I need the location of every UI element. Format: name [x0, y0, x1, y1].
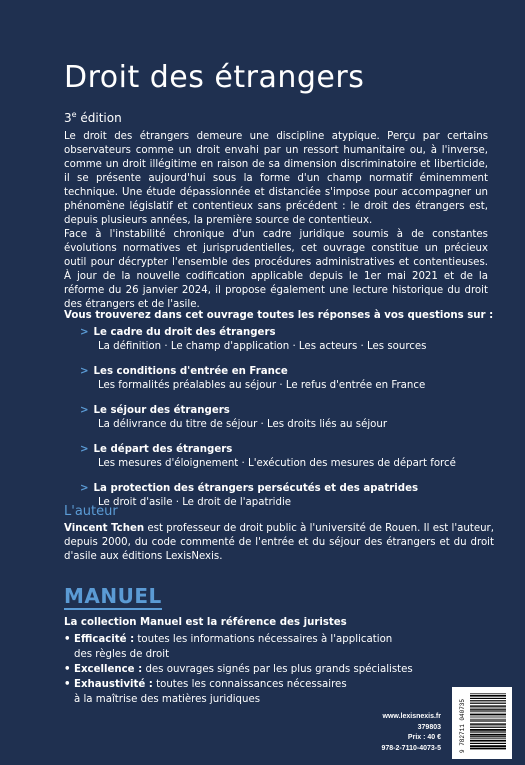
author-bio [64, 522, 494, 564]
barcode-bar [470, 734, 506, 736]
topic-title: Le cadre du droit des étrangers [93, 327, 276, 338]
topic-title: Les conditions d'entrée en France [93, 366, 288, 377]
barcode-bar [470, 703, 506, 704]
arrow-icon: > [80, 483, 89, 494]
barcode-bar [470, 710, 506, 711]
author-name: Vincent Tchen [64, 523, 145, 534]
intro-paragraph-2: Face à l'instabilité chronique d'un cadre juridique soumis à de constantes évolutions normatives et jurisprudentielles, cet ouvrage constitue un précieux outil pour décrypter l'ensemble des procédures administratives et contentieuses. À jour de la nouvelle codification applicable depuis le 1er mai 2021 et de la réforme du 26 janvier 2024, il propose également une lecture historique du droit des étrangers et de l'asile. [64, 229, 488, 310]
barcode-bar [470, 693, 506, 694]
barcode-bar [470, 729, 506, 731]
collection-list [64, 632, 444, 707]
collection-item-label: Excellence : [74, 664, 143, 675]
collection-item-label: Efficacité : [74, 634, 135, 645]
barcode-bar [470, 695, 506, 697]
arrow-icon: > [80, 444, 89, 455]
barcode [452, 687, 512, 759]
barcode-bar [470, 718, 506, 719]
bullet-icon: • [64, 679, 71, 690]
barcode-bar [470, 709, 506, 710]
topic-item [80, 365, 500, 393]
barcode-bar [470, 738, 506, 739]
barcode-bar [470, 721, 506, 722]
publisher-info [321, 712, 441, 754]
barcode-bar [470, 740, 506, 742]
barcode-bar [470, 700, 506, 701]
intro-text [64, 130, 488, 312]
isbn: 978-2-7110-4073-5 [381, 744, 441, 752]
arrow-icon: > [80, 327, 89, 338]
barcode-bar [470, 723, 506, 724]
topic-subtopics: La définition · Le champ d'application · Les acteurs · Les sources [98, 341, 427, 352]
topic-subtopics: Les formalités préalables au séjour · Le refus d'entrée en France [98, 380, 426, 391]
barcode-bar [470, 736, 506, 737]
author-heading: L'auteur [64, 504, 118, 519]
product-code: 379803 [417, 723, 441, 731]
barcode-bar [470, 745, 506, 747]
collection-heading: La collection Manuel est la référence des juristes [64, 617, 347, 628]
collection-item-text: toutes les informations nécessaires à l'application [134, 634, 393, 645]
topic-subtopics: Le droit d'asile · Le droit de l'apatridie [98, 497, 292, 508]
topic-subtopics: Les mesures d'éloignement · L'exécution des mesures de départ forcé [98, 458, 456, 469]
edition-word: édition [76, 111, 122, 125]
collection-item-continuation: des règles de droit [74, 649, 170, 660]
barcode-bar [470, 724, 506, 725]
topic-item [80, 326, 500, 354]
barcode-bar [470, 716, 506, 717]
price: Prix : 40 € [407, 734, 441, 741]
barcode-bar [470, 748, 506, 750]
collection-item [64, 677, 444, 707]
arrow-icon: > [80, 405, 89, 416]
barcode-bar [470, 713, 506, 714]
topic-item [80, 482, 500, 510]
barcode-icon [456, 691, 508, 755]
barcode-bar [470, 706, 506, 707]
collection-item [64, 662, 444, 677]
topics-list [80, 326, 500, 521]
collection-item-text: toutes les connaissances nécessaires [152, 679, 347, 690]
topic-title: La protection des étrangers persécutés et des apatrides [93, 483, 419, 494]
edition-suffix: e [71, 110, 77, 119]
barcode-bar [470, 719, 506, 720]
publisher-website: www.lexisnexis.fr [382, 713, 441, 720]
collection-item-continuation: à la maîtrise des matières juridiques [74, 694, 261, 705]
barcode-bar [470, 743, 506, 744]
edition-number: 3 [64, 111, 72, 125]
barcode-bar [470, 727, 506, 728]
book-title: Droit des étrangers [64, 60, 365, 95]
collection-item-label: Exhaustivité : [74, 679, 153, 690]
topic-title: Le départ des étrangers [93, 444, 233, 455]
questions-heading: Vous trouverez dans cet ouvrage toutes les réponses à vos questions sur : [64, 310, 494, 321]
edition-label [64, 110, 122, 125]
barcode-bar [470, 698, 506, 699]
topic-subtopics: La délivrance du titre de séjour · Les droits liés au séjour [98, 419, 388, 430]
topic-title: Le séjour des étrangers [93, 405, 230, 416]
collection-item-text: des ouvrages signés par les plus grands spécialistes [142, 664, 413, 675]
manuel-logo: MANUEL [64, 584, 162, 608]
topic-item [80, 443, 500, 471]
arrow-icon: > [80, 366, 89, 377]
topic-item [80, 404, 500, 432]
barcode-bar [470, 731, 506, 732]
barcode-bar [470, 705, 506, 706]
bullet-icon: • [64, 664, 71, 675]
barcode-digits: 9 782711 040735 [459, 698, 466, 753]
collection-item [64, 632, 444, 662]
author-bio-text: est professeur de droit public à l'université de Rouen. Il est l'auteur, depuis 2000, du code commenté de l'entrée et du séjour des étrangers et du droit d'asile aux éditions LexisNexis. [64, 523, 494, 562]
barcode-bar [470, 714, 506, 715]
bullet-icon: • [64, 634, 71, 645]
intro-paragraph-1: Le droit des étrangers demeure une discipline atypique. Perçu par certains observateurs comme un droit envahi par un ressort humanitaire ou, à l'inverse, comme un droit illégitime en raison de sa dimension discriminatoire et liberticide, il se présente aujourd'hui sous la forme d'un champ normatif éminemment technique. Une étude dépassionnée et distanciée s'impose pour accompagner un phénomène législatif et contentieux sans précédent : le droit des étrangers est, depuis plusieurs années, la première source de contentieux. [64, 131, 488, 226]
